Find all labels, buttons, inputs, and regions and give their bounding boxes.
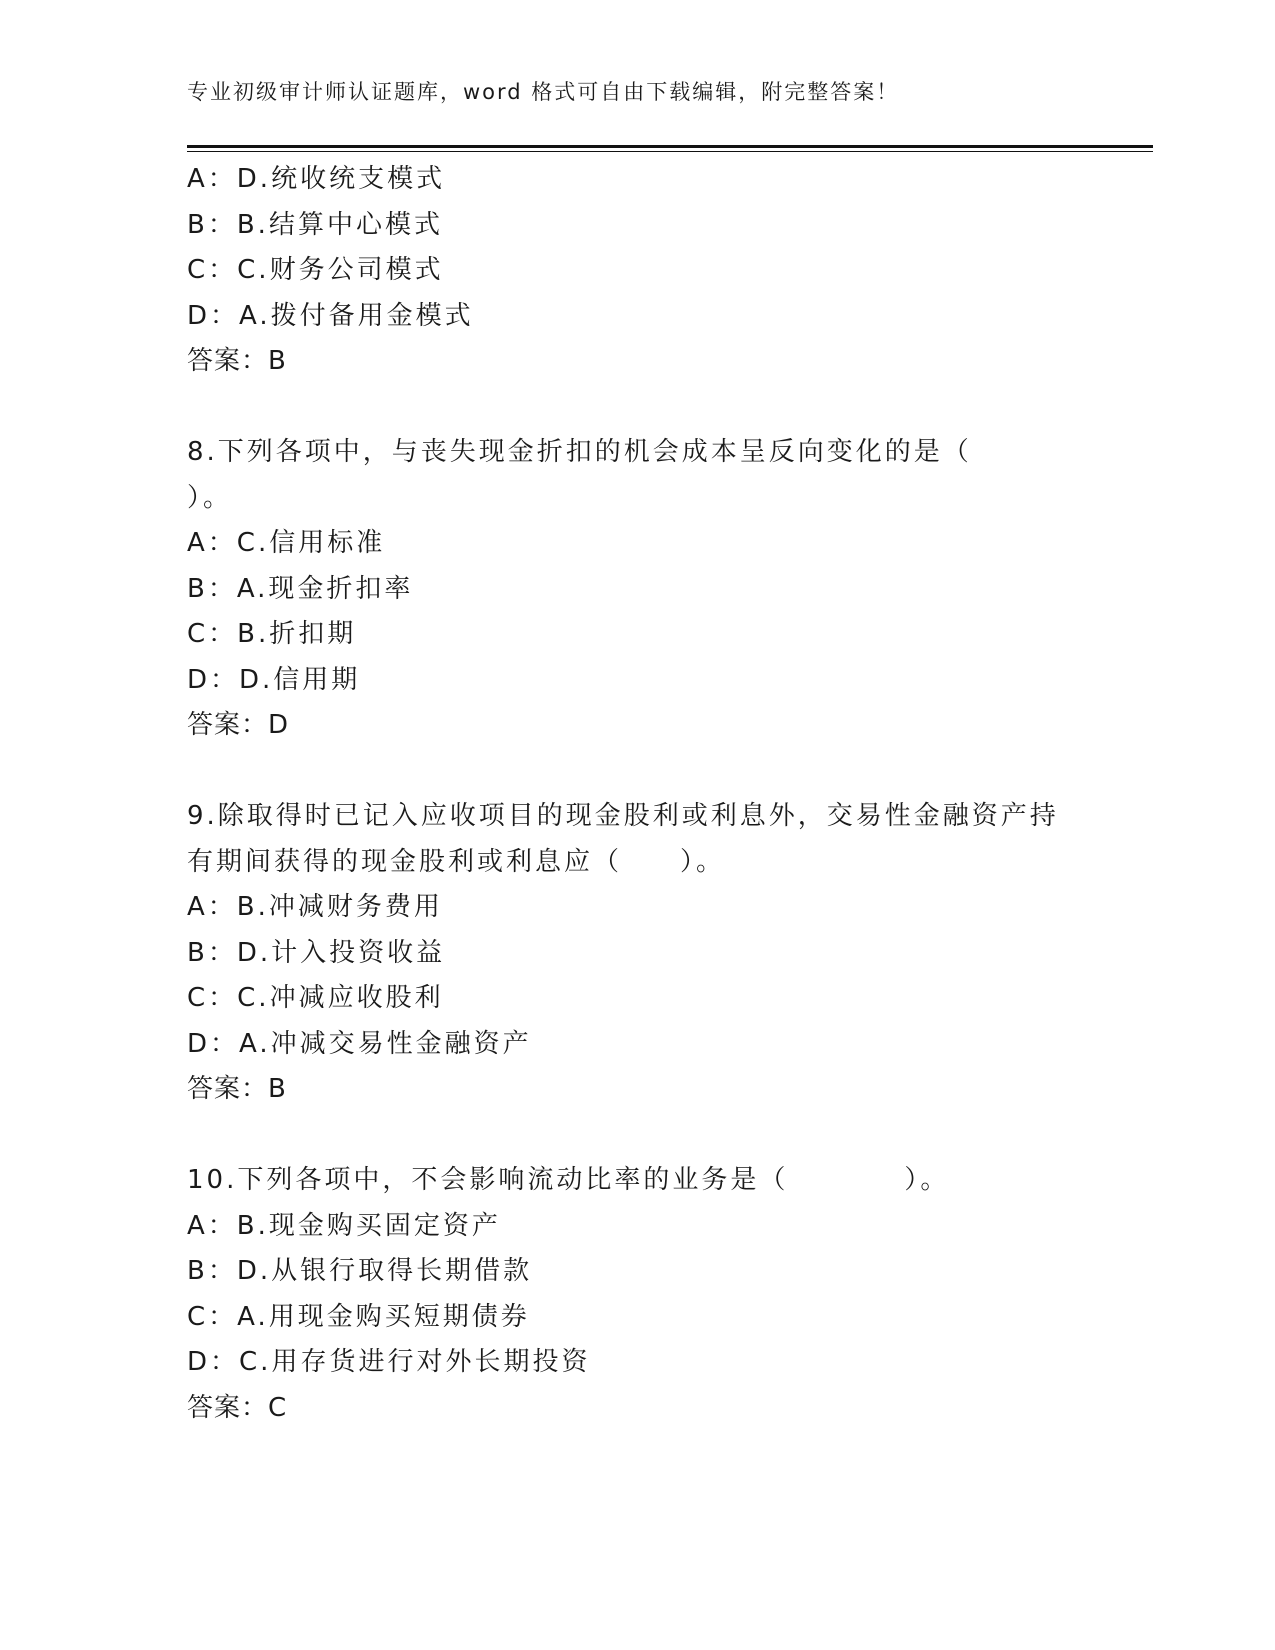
option-d: D：A.拨付备用金模式 bbox=[187, 300, 474, 331]
option-a: A：B.现金购买固定资产 bbox=[187, 1210, 501, 1241]
header-rule-thick bbox=[187, 145, 1153, 148]
question-text: 10.下列各项中，不会影响流动比率的业务是（ ）。 bbox=[187, 1165, 950, 1195]
option-b: B：D.计入投资收益 bbox=[187, 937, 446, 968]
block-spacer bbox=[187, 385, 1087, 431]
answer-line: 答案：B bbox=[187, 1074, 287, 1104]
option-b: B：D.从银行取得长期借款 bbox=[187, 1256, 533, 1286]
option-a: A：C.信用标准 bbox=[187, 528, 386, 558]
answer-line: 答案：B bbox=[187, 346, 287, 376]
page-header: 专业初级审计师认证题库，word 格式可自由下载编辑，附完整答案！ bbox=[187, 80, 900, 104]
question-text: 8.下列各项中，与丧失现金折扣的机会成本呈反向变化的是（ bbox=[187, 437, 972, 467]
question-block bbox=[187, 1158, 1087, 1431]
question-text: ）。 bbox=[187, 482, 233, 513]
question-text: 有期间获得的现金股利或利息应（ ）。 bbox=[187, 846, 726, 877]
option-c: C：A.用现金购买短期债券 bbox=[187, 1301, 530, 1332]
option-c: C：C.冲减应收股利 bbox=[187, 983, 444, 1013]
option-d: D：A.冲减交易性金融资产 bbox=[187, 1028, 532, 1059]
option-d: D：C.用存货进行对外长期投资 bbox=[187, 1347, 591, 1377]
option-a: A：D.统收统支模式 bbox=[187, 164, 446, 194]
question-list bbox=[187, 157, 1087, 1431]
question-text: 9.除取得时已记入应收项目的现金股利或利息外，交易性金融资产持 bbox=[187, 801, 1059, 831]
option-b: B：B.结算中心模式 bbox=[187, 209, 443, 240]
block-spacer bbox=[187, 749, 1087, 795]
question-block bbox=[187, 794, 1087, 1113]
answer-line: 答案：D bbox=[187, 710, 290, 740]
option-d: D：D.信用期 bbox=[187, 664, 361, 695]
block-spacer bbox=[187, 1113, 1087, 1159]
answer-line: 答案：C bbox=[187, 1392, 288, 1423]
header-rule-thin bbox=[187, 151, 1153, 152]
option-a: A：B.冲减财务费用 bbox=[187, 892, 443, 922]
question-block bbox=[187, 157, 1087, 385]
option-c: C：B.折扣期 bbox=[187, 619, 357, 649]
option-b: B：A.现金折扣率 bbox=[187, 573, 414, 604]
question-block bbox=[187, 430, 1087, 749]
option-c: C：C.财务公司模式 bbox=[187, 255, 444, 285]
